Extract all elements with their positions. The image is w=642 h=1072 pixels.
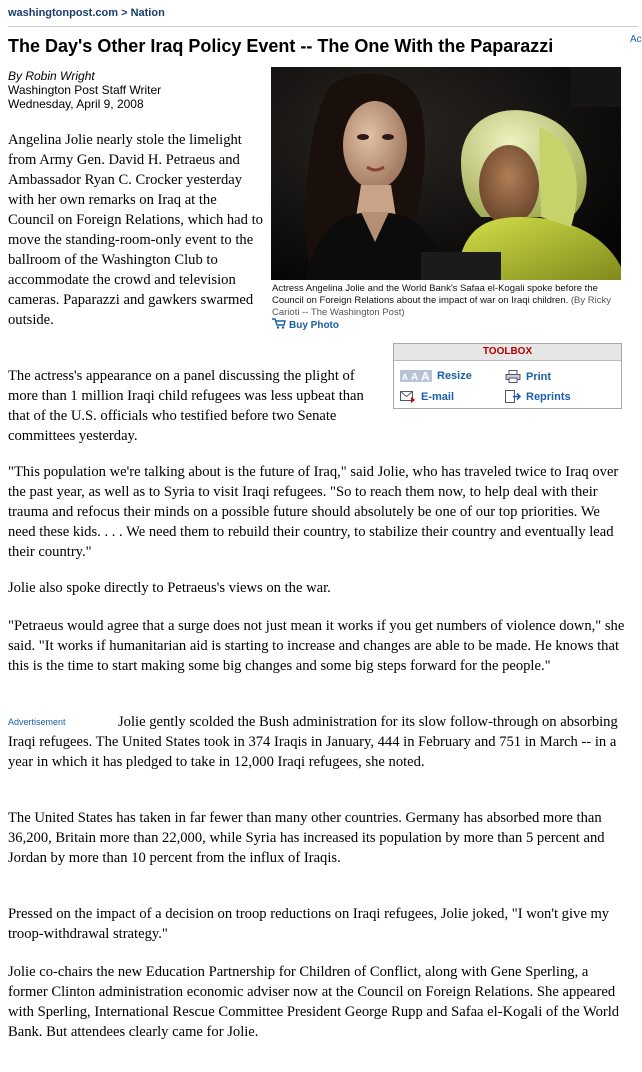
cart-icon: [272, 318, 286, 329]
top-bar: [8, 6, 638, 27]
caption-text: Actress Angelina Jolie and the World Bank's Safaa el-Kogali spoke before the Council on Foreign Relations about the impact of war on Iraqi children.: [272, 283, 598, 306]
publish-date: Wednesday, April 9, 2008: [8, 97, 144, 111]
article-photo[interactable]: [271, 67, 621, 280]
toolbox-title: TOOLBOX: [394, 344, 621, 361]
reprints-icon: [505, 390, 521, 403]
buy-photo-label: Buy Photo: [289, 320, 339, 331]
printer-icon: [505, 370, 521, 383]
svg-text:A: A: [402, 373, 408, 382]
print-button[interactable]: [505, 370, 551, 383]
email-label: E-mail: [421, 390, 455, 403]
resize-icon: [400, 370, 432, 382]
headline: The Day's Other Iraq Policy Event -- The One With the Paparazzi: [8, 36, 554, 56]
author: By Robin Wright: [8, 69, 95, 83]
photo-illustration: [271, 67, 621, 280]
paragraph-1: Angelina Jolie nearly stole the limelight from Army Gen. David H. Petraeus and Ambassador Ryan C. Crocker yesterday with her own remarks on Iraq at the Council on Foreign Relations, which had to move the standing-room-only event to the ballroom of the Washington Club to accommodate the crowd and television cameras. Paparazzi and gawkers swarmed outside.: [8, 132, 263, 328]
email-button[interactable]: [400, 390, 454, 403]
breadcrumb-separator: >: [121, 7, 128, 19]
print-label: Print: [526, 370, 552, 383]
paragraph-6-text: Jolie gently scolded the Bush administration for its slow follow-through on absorbing Iraqi refugees. The United States took in 374 Iraqis in January, 444 in February and 751 in March -- in a year in which it has pledged to take in 12,000 Iraqi refugees, she noted.: [8, 714, 618, 770]
advertisement-edge-text: Ac: [630, 34, 642, 45]
toolbox: [393, 343, 622, 409]
reprints-label: Reprints: [526, 390, 571, 403]
author-role: Washington Post Staff Writer: [8, 83, 162, 97]
photo-credit: (By Ricky Carioti -- The Washington Post): [272, 295, 612, 318]
buy-photo-link[interactable]: [272, 318, 339, 331]
breadcrumb: [8, 6, 638, 20]
resize-button[interactable]: [400, 370, 472, 382]
paragraph-9: Jolie co-chairs the new Education Partnership for Children of Conflict, along with Gene Sperling, a former Clinton administration economic adviser now at the Council on Foreign Relations. She appeared with Sperling, International Rescue Committee President George Rupp and Safaa el-Kogali of the World Bank. But attendees clearly came for Jolie.: [8, 964, 620, 1040]
resize-label: Resize: [437, 370, 472, 382]
paragraph-3: "This population we're talking about is the future of Iraq," said Jolie, who has traveled twice to Iraq over the past year, as well as to Syria to visit Iraqi refugees. "So to reach them now, to help deal with their trauma and refocus their minds on a possible future should absolutely be one of our top priorities. We need these kids. . . . We need them to rebuild their country, to stabilize their country and eventually lead their country.": [8, 464, 619, 560]
byline: [8, 69, 161, 111]
reprints-button[interactable]: [505, 390, 571, 403]
paragraph-8: Pressed on the impact of a decision on troop reductions on Iraqi refugees, Jolie joked, "I won't give my troop-withdrawal strategy.": [8, 906, 610, 942]
paragraph-7: The United States has taken in far fewer than many other countries. Germany has absorbed more than 36,200, Britain more than 22,000, while Syria has increased its population by more than 5 percent and Jordan by more than 10 percent from the influx of Iraqis.: [8, 810, 605, 866]
paragraph-6: [8, 712, 630, 772]
photo-caption: [272, 283, 620, 319]
svg-text:A: A: [421, 370, 430, 382]
paragraph-5: "Petraeus would agree that a surge does not just mean it works if you get numbers of violence down," she said. "It works if humanitarian aid is starting to increase and changes are able to be made. He knows that this is the time to start making some big changes and some big steps forward for the people.": [8, 618, 625, 674]
envelope-icon: [400, 390, 416, 403]
paragraph-4: Jolie also spoke directly to Petraeus's views on the war.: [8, 580, 331, 596]
advertisement-label: Advertisement: [8, 717, 66, 727]
section-link[interactable]: Nation: [130, 7, 165, 19]
svg-text:A: A: [411, 372, 419, 382]
paragraph-2: The actress's appearance on a panel discussing the plight of more than 1 million Iraqi child refugees was less upbeat than that of the U.S. officials who testified before two Senate committees yesterday.: [8, 368, 364, 444]
site-link[interactable]: washingtonpost.com: [8, 7, 118, 19]
